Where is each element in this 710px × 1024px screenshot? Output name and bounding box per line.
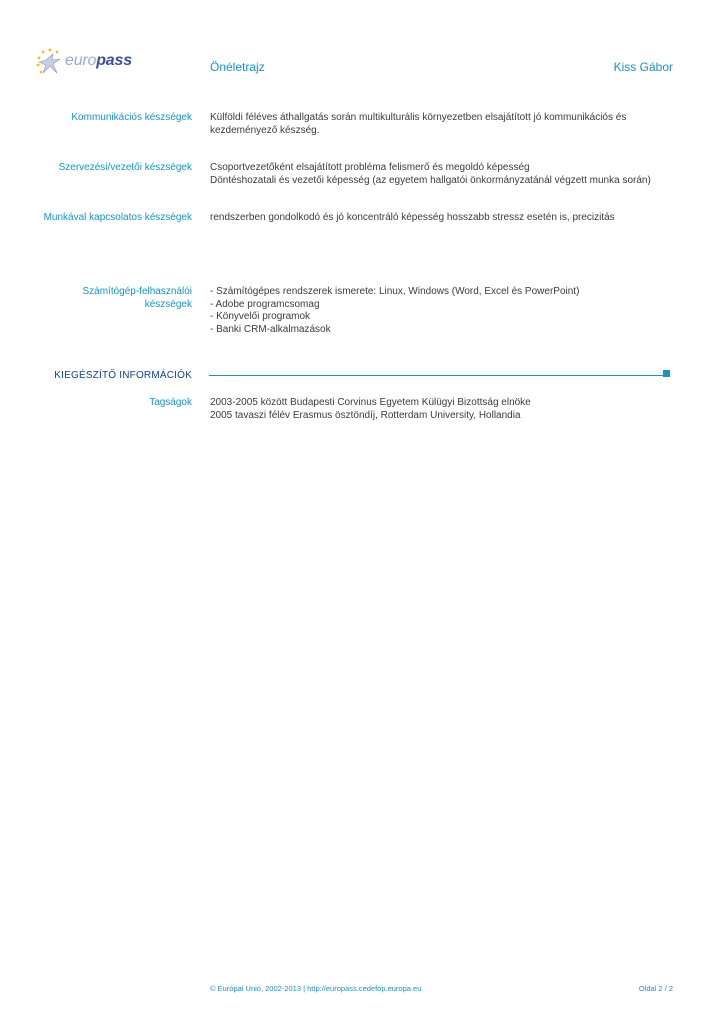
membership-line: 2005 tavaszi félév Erasmus ösztöndíj, Rotterdam University, Hollandia	[210, 409, 521, 421]
organisational-skills-line: Csoportvezetőként elsajátított probléma felismerő és megoldó képesség	[210, 162, 530, 173]
computer-skills-item: - Adobe programcsomag	[210, 298, 320, 310]
europass-stars-icon	[33, 46, 69, 80]
organisational-skills-label: Szervezési/vezetői készségek	[58, 162, 192, 173]
job-related-skills-label: Munkával kapcsolatos készségek	[43, 212, 192, 223]
europass-logo	[33, 46, 143, 80]
computer-skills-item: - Számítógépes rendszerek ismerete: Linux, Windows (Word, Excel és PowerPoint)	[210, 286, 580, 297]
candidate-name: Kiss Gábor	[613, 60, 673, 74]
organisational-skills-text	[210, 162, 680, 187]
communication-skills-label: Kommunikációs készségek	[71, 112, 192, 123]
membership-line: 2003-2005 között Budapesti Corvinus Egyetem Külügyi Bizottság elnöke	[210, 397, 531, 408]
footer-copyright: © Európai Unió, 2002-2013 | http://europass.cedefop.europa.eu	[210, 984, 422, 993]
memberships-label: Tagságok	[149, 397, 192, 408]
section-divider-marker	[663, 370, 670, 377]
section-divider	[209, 375, 665, 376]
computer-skills-label-line: Számítógép-felhasználói	[82, 286, 192, 297]
page-title: Önéletrajz	[210, 60, 265, 74]
additional-info-heading: KIEGÉSZÍTŐ INFORMÁCIÓK	[54, 370, 192, 381]
organisational-skills-line: Döntéshozatali és vezetői képesség (az egyetem hallgatói önkormányzatánál végzett munka során)	[210, 174, 651, 186]
computer-skills-label	[12, 286, 192, 311]
job-related-skills-text: rendszerben gondolkodó és jó koncentráló képesség hosszabb stressz esetén is, precizitás	[210, 212, 615, 223]
computer-skills-item: - Könyvelői programok	[210, 311, 311, 322]
computer-skills-item: - Banki CRM-alkalmazások	[210, 323, 331, 335]
logo-wordmark-part2: pass	[96, 52, 132, 69]
logo-wordmark	[65, 52, 132, 70]
computer-skills-label-line: készségek	[144, 298, 192, 310]
computer-skills-list	[210, 286, 680, 336]
communication-skills-text: Külföldi féléves áthallgatás során multikulturális környezetben elsajátított jó kommunikációs és kezdeményező készség.	[210, 112, 627, 136]
page-number: Oldal 2 / 2	[638, 984, 673, 993]
memberships-text	[210, 397, 680, 422]
logo-wordmark-part1: euro	[65, 52, 97, 69]
